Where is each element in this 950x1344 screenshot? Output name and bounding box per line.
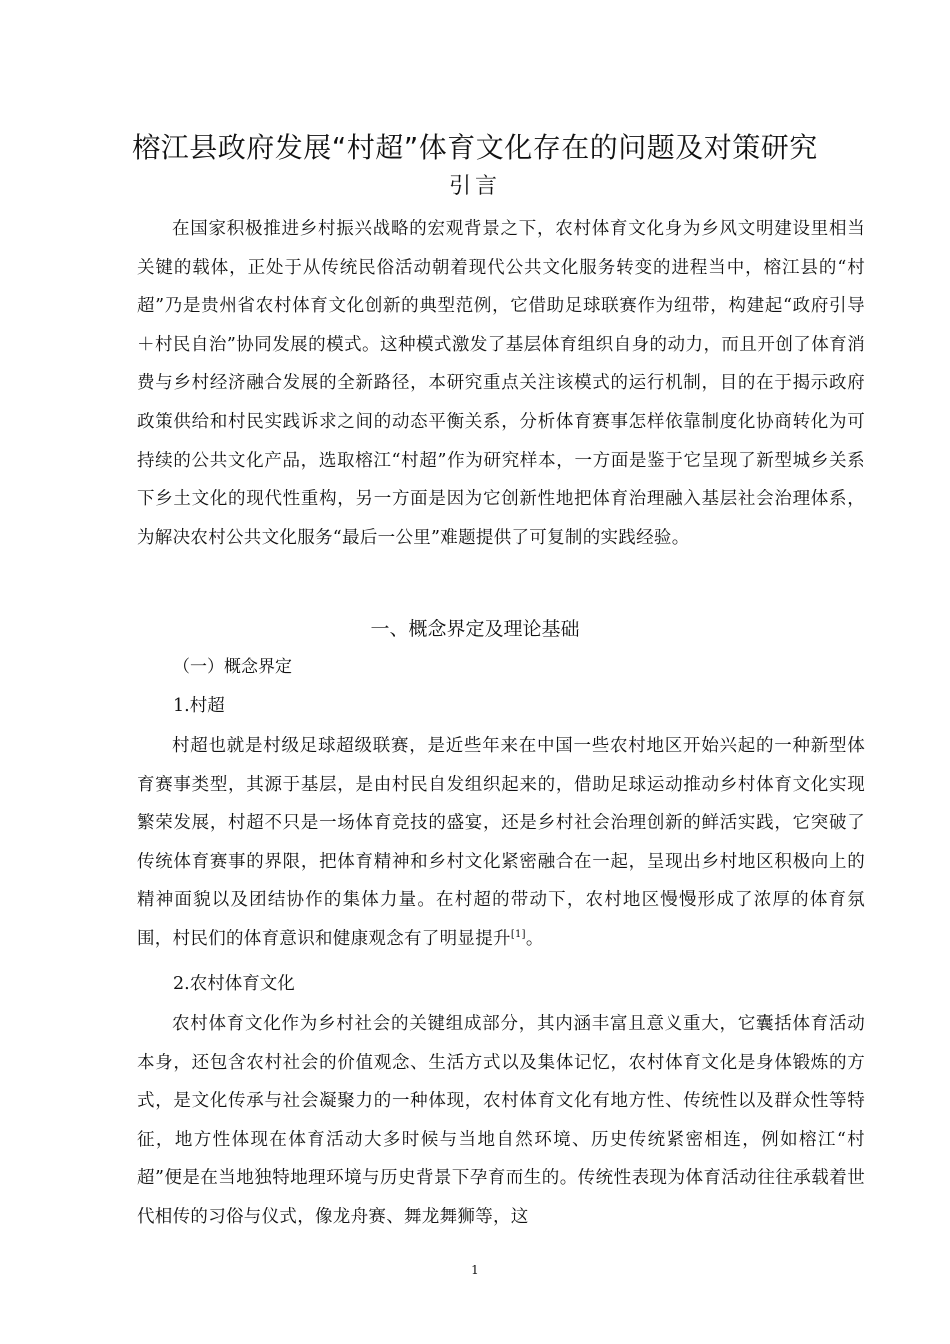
cunchao-text: 村超也就是村级足球超级联赛，是近些年来在中国一些农村地区开始兴起的一种新型体育赛事类型，其源于基层，是由村民自发组织起来的，借助足球运动推动乡村体育文化实现繁荣发展，村超不只是一场体育竞技的盛宴，还是乡村社会治理创新的鲜活实践，它突破了传统体育赛事的界限，把体育精神和乡村文化紧密融合在一起，呈现出乡村地区积极向上的精神面貌以及团结协作的集体力量。在村超的带动下，农村地区慢慢形成了浓厚的体育氛围，村民们的体育意识和健康观念有了明显提升: [137, 736, 865, 949]
subsection-heading-definitions: （一）概念界定: [173, 657, 292, 677]
rural-sports-culture-body: [137, 1005, 865, 1237]
introduction-heading: 引言: [448, 174, 501, 199]
cunchao-body: [137, 727, 865, 959]
rural-sports-culture-paragraph: 农村体育文化作为乡村社会的关键组成部分，其内涵丰富且意义重大，它囊括体育活动本身，还包含农村社会的价值观念、生活方式以及集体记忆，农村体育文化是身体锻炼的方式，是文化传承与社会凝聚力的一种体现，农村体育文化有地方性、传统性以及群众性等特征，地方性体现在体育活动大多时候与当地自然环境、历史传统紧密相连，例如榕江“村超”便是在当地独特地理环境与历史背景下孕育而生的。传统性表现为体育活动往往承载着世代相传的习俗与仪式，像龙舟赛、舞龙舞狮等，这: [137, 1014, 865, 1227]
item-heading-cunchao: 1.村超: [173, 696, 225, 716]
citation-reference[interactable]: [1]: [510, 929, 526, 941]
page-number: 1: [471, 1263, 479, 1277]
document-title: 榕江县政府发展“村超”体育文化存在的问题及对策研究: [132, 131, 818, 164]
cunchao-end: 。: [525, 928, 544, 949]
item-heading-rural-sports-culture: 2.农村体育文化: [173, 974, 295, 994]
cunchao-paragraph: [137, 727, 865, 959]
intro-paragraph: 在国家积极推进乡村振兴战略的宏观背景之下，农村体育文化身为乡风文明建设里相当关键的载体，正处于从传统民俗活动朝着现代公共文化服务转变的进程当中，榕江县的“村超”乃是贵州省农村体育文化创新的典型范例，它借助足球联赛作为纽带，构建起“政府引导 ＋村民自治”协同发展的模式。这种模式激发了基层体育组织自身的动力，而且开创了体育消费与乡村经济融合发展的全新路径，本研究重点关注该模式的运行机制，目的在于揭示政府政策供给和村民实践诉求之间的动态平衡关系，分析体育赛事怎样依靠制度化协商转化为可持续的公共文化产品，选取榕江“村超”作为研究样本，一方面是鉴于它呈现了新型城乡关系下乡土文化的现代性重构，另一方面是因为它创新性地把体育治理融入基层社会治理体系，为解决农村公共文化服务“最后一公里”难题提供了可复制的实践经验。: [137, 219, 865, 548]
section-heading-concepts: 一、概念界定及理论基础: [370, 618, 580, 640]
introduction-body: [137, 210, 865, 557]
